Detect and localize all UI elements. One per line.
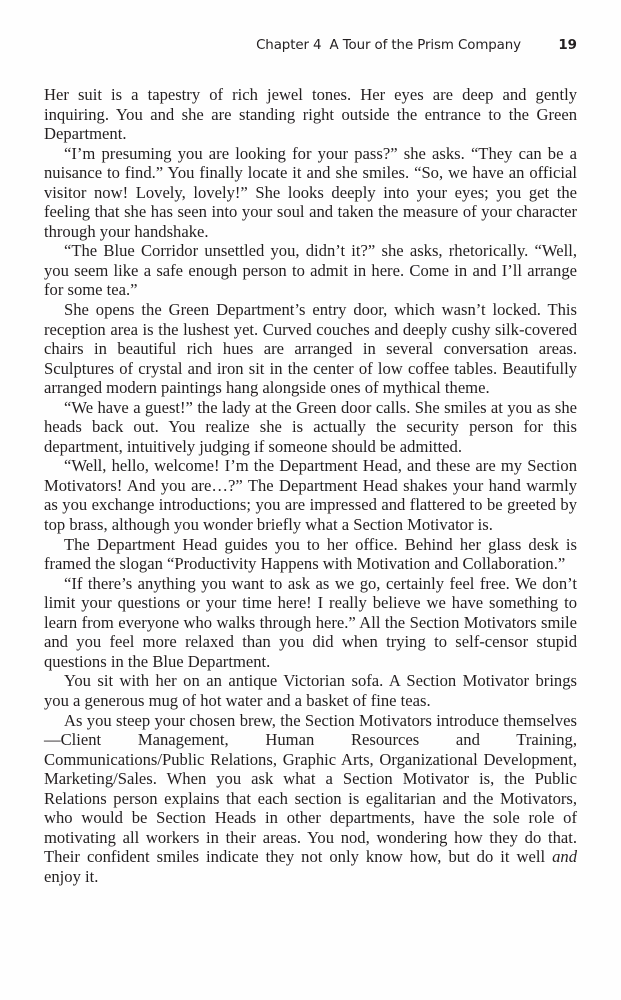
chapter-title: A Tour of the Prism Company: [329, 38, 521, 53]
paragraph: The Department Head guides you to her office. Behind her glass desk is framed the slogan “Productivity Happens with Motivation and Collaboration.”: [44, 534, 577, 574]
paragraph-tail: enjoy it.: [44, 866, 99, 886]
body-text: [44, 85, 577, 886]
running-header: [44, 38, 577, 58]
paragraph: She opens the Green Department’s entry door, which wasn’t locked. This reception area is the lushest yet. Curved couches and deeply cushy silk-covered chairs in beautiful rich hues are arranged in several conversation areas. Sculptures of crystal and iron sit in the center of low coffee tables. Beautifully arranged modern paintings hang alongside ones of mythical theme.: [44, 300, 577, 398]
paragraph-text: As you steep your chosen brew, the Section Motivators introduce themselves—Client Management, Human Resources and Training, Communications/Public Relations, Graphic Arts, Organizational Development, Marketing/Sales. When you ask what a Section Motivator is, the Public Relations person explains that each section is egalitarian and the Motivators, who would be Section Heads in other departments, have the sole role of motivating all workers in their areas. You nod, wondering how they do that. Their confident smiles indicate they not only know how, but do it well: [44, 710, 577, 867]
chapter-label: Chapter 4: [256, 38, 322, 53]
paragraph: “Well, hello, welcome! I’m the Department Head, and these are my Section Motivators! And you are…?” The Department Head shakes your hand warmly as you exchange introductions; you are impressed and flattered to be greeted by top brass, although you wonder briefly what a Section Motivator is.: [44, 456, 577, 535]
paragraph: “We have a guest!” the lady at the Green door calls. She smiles at you as she heads back out. You realize she is actually the security person for this department, intuitively judging if someone should be admitted.: [44, 397, 577, 456]
chapter-heading: [256, 38, 521, 53]
paragraph: You sit with her on an antique Victorian sofa. A Section Motivator brings you a generous mug of hot water and a basket of fine teas.: [44, 671, 577, 710]
emphasis-text: and: [552, 847, 577, 867]
page-number: 19: [558, 38, 577, 53]
paragraph-last: [44, 711, 577, 887]
paragraph: “If there’s anything you want to ask as we go, certainly feel free. We don’t limit your questions or your time here! I really believe we have something to learn from everyone who walks through here.” All the Section Motivators smile and you feel more relaxed than you did when trying to self-censor stupid questions in the Blue Department.: [44, 573, 577, 671]
paragraph: Her suit is a tapestry of rich jewel tones. Her eyes are deep and gently inquiring. You and she are standing right outside the entrance to the Green Department.: [44, 85, 577, 144]
paragraph: “The Blue Corridor unsettled you, didn’t it?” she asks, rhetorically. “Well, you seem like a safe enough person to admit in here. Come in and I’ll arrange for some tea.”: [44, 241, 577, 300]
paragraph: “I’m presuming you are looking for your pass?” she asks. “They can be a nuisance to find.” You finally locate it and she smiles. “So, we have an official visitor now! Lovely, lovely!” She looks deeply into your eyes; you get the feeling that she has seen into your soul and taken the measure of your character through your handshake.: [44, 143, 577, 241]
